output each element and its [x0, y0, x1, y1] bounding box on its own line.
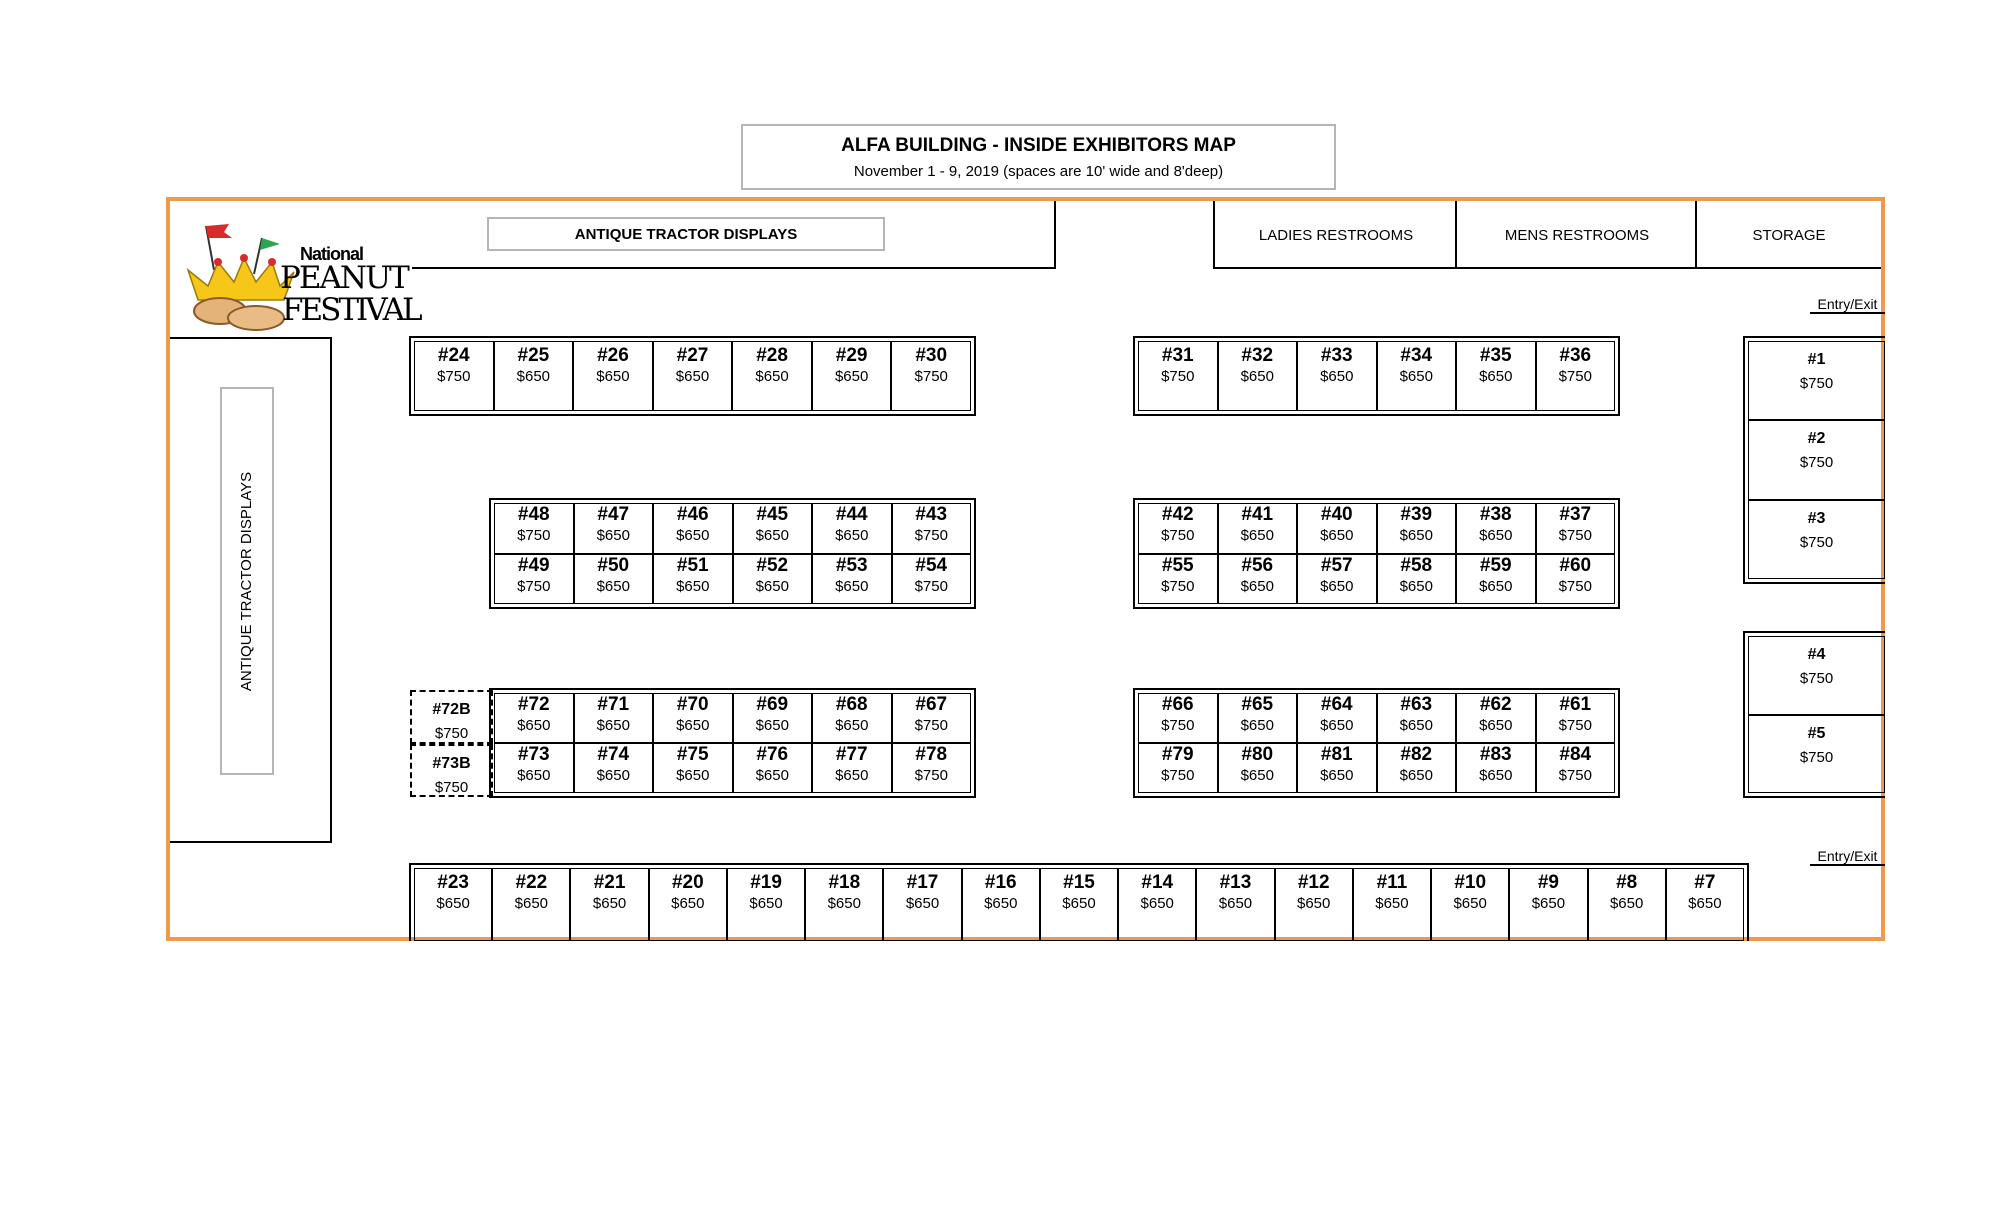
booth-39[interactable] [1377, 503, 1457, 554]
booth-45[interactable] [733, 503, 813, 554]
booth-15[interactable] [1040, 868, 1118, 941]
booth-group-67-78 [489, 688, 976, 798]
booth-price: $650 [835, 577, 869, 595]
booth-number: #35 [1479, 345, 1512, 366]
booth-72b[interactable] [410, 690, 493, 744]
booth-9[interactable] [1509, 868, 1587, 941]
booth-price: $650 [834, 368, 869, 385]
booth-number: #71 [597, 694, 630, 715]
booth-price: $650 [1399, 527, 1433, 544]
booth-number: #41 [1241, 504, 1274, 525]
booth-price: $750 [1558, 577, 1592, 595]
booth-number: #40 [1320, 504, 1353, 525]
booth-78[interactable] [892, 743, 972, 793]
booth-number: #32 [1241, 345, 1274, 366]
booth-price: $750 [1799, 748, 1834, 766]
booth-17[interactable] [883, 868, 961, 941]
booth-number: #55 [1161, 554, 1194, 576]
booth-number: #57 [1320, 554, 1353, 576]
booth-number: #31 [1161, 345, 1194, 366]
booth-price: $650 [1479, 717, 1513, 734]
booth-number: #72 [517, 694, 550, 715]
booth-price: $750 [434, 778, 469, 796]
booth-number: #17 [906, 872, 939, 893]
booth-number: #66 [1161, 694, 1194, 715]
map-subtitle: November 1 - 9, 2019 (spaces are 10' wide and 8'deep) [853, 163, 1224, 180]
booth-price: $650 [1375, 895, 1409, 912]
booth-price: $650 [1479, 527, 1513, 544]
booth-number: #25 [517, 345, 550, 366]
booth-price: $650 [1140, 895, 1174, 912]
booth-price: $650 [676, 527, 710, 544]
antique-tractor-top-label: ANTIQUE TRACTOR DISPLAYS [574, 225, 798, 243]
booth-price: $750 [517, 527, 551, 544]
booth-price: $650 [835, 527, 869, 544]
booth-number: #9 [1537, 872, 1559, 893]
booth-47[interactable] [574, 503, 654, 554]
booth-2[interactable] [1748, 420, 1885, 499]
booth-76[interactable] [733, 743, 813, 793]
booth-number: #62 [1479, 694, 1512, 715]
booth-number: #28 [756, 345, 788, 366]
top-wall-divider [1054, 201, 1056, 269]
entry-exit-bottom-label: Entry/Exit [1817, 848, 1878, 864]
booth-price: $750 [437, 368, 471, 385]
booth-number: #24 [437, 345, 470, 366]
booth-group-7-23 [409, 863, 1749, 941]
booth-number: #22 [515, 872, 548, 893]
booth-number: #56 [1241, 554, 1274, 576]
booth-price: $650 [1240, 527, 1274, 544]
booth-number: #18 [828, 872, 861, 893]
booth-price: $650 [827, 895, 861, 912]
booth-number: #46 [676, 504, 709, 525]
booth-price: $650 [592, 895, 627, 912]
booth-number: #60 [1559, 554, 1592, 576]
booth-price: $650 [755, 767, 789, 784]
booth-price: $750 [1161, 577, 1195, 595]
booth-number: #10 [1454, 872, 1487, 893]
booth-number: #49 [517, 554, 550, 576]
booth-number: #75 [676, 744, 709, 765]
booth-price: $650 [1688, 895, 1722, 912]
booth-price: $750 [1558, 767, 1592, 784]
booth-number: #48 [517, 504, 550, 525]
booth-number: #52 [756, 554, 789, 576]
booth-46[interactable] [653, 503, 733, 554]
ladies-restrooms [1213, 201, 1457, 269]
booth-price: $650 [755, 527, 789, 544]
antique-tractor-left-label: ANTIQUE TRACTOR DISPLAYS [238, 471, 256, 691]
booth-10[interactable] [1431, 868, 1509, 941]
booth-price: $650 [1320, 577, 1354, 595]
booth-67[interactable] [892, 693, 972, 743]
booth-price: $650 [1297, 895, 1331, 912]
booth-number: #53 [835, 554, 868, 576]
booth-56[interactable] [1218, 554, 1298, 605]
booth-price: $650 [1320, 527, 1354, 544]
booth-price: $650 [675, 368, 710, 385]
booth-74[interactable] [574, 743, 654, 793]
booth-group-24-30 [409, 336, 976, 416]
booth-12[interactable] [1275, 868, 1353, 941]
booth-price: $650 [1399, 717, 1433, 734]
booth-number: #13 [1219, 872, 1252, 893]
booth-price: $750 [1799, 670, 1834, 687]
booth-number: #45 [756, 504, 789, 525]
booth-price: $650 [436, 895, 470, 912]
booth-price: $650 [755, 717, 789, 734]
booth-price: $650 [1320, 717, 1354, 734]
mens-restrooms [1455, 201, 1697, 269]
booth-price: $650 [676, 717, 710, 734]
booth-27[interactable] [653, 341, 733, 411]
booth-number: #78 [915, 744, 948, 765]
booth-price: $650 [1479, 368, 1513, 385]
booth-number: #3 [1807, 509, 1826, 527]
booth-38[interactable] [1456, 503, 1536, 554]
booth-26[interactable] [573, 341, 653, 411]
booth-price: $650 [596, 767, 630, 784]
booth-number: #51 [676, 554, 709, 576]
booth-price: $650 [1399, 368, 1433, 385]
booth-number: #80 [1241, 744, 1274, 765]
booth-number: #77 [835, 744, 868, 765]
booth-price: $650 [984, 895, 1018, 912]
booth-number: #39 [1400, 504, 1433, 525]
booth-84[interactable] [1536, 743, 1616, 793]
booth-65[interactable] [1218, 693, 1298, 743]
booth-number: #44 [835, 504, 868, 525]
booth-30[interactable] [891, 341, 971, 411]
booth-52[interactable] [733, 554, 813, 605]
booth-20[interactable] [649, 868, 727, 941]
booth-23[interactable] [414, 868, 492, 941]
booth-number: #5 [1807, 724, 1826, 742]
entry-exit-bottom[interactable] [1810, 842, 1885, 866]
booth-group-72b-73b [410, 690, 493, 797]
booth-price: $650 [1240, 368, 1274, 385]
booth-number: #16 [984, 872, 1017, 893]
booth-number: #54 [915, 554, 948, 576]
booth-price: $650 [1399, 577, 1433, 595]
booth-59[interactable] [1456, 554, 1536, 605]
booth-number: #2 [1807, 430, 1826, 448]
booth-price: $750 [1558, 717, 1592, 734]
booth-number: #15 [1063, 872, 1095, 893]
booth-82[interactable] [1377, 743, 1457, 793]
booth-71[interactable] [574, 693, 654, 743]
booth-77[interactable] [812, 743, 892, 793]
booth-number: #84 [1559, 744, 1592, 765]
booth-11[interactable] [1353, 868, 1431, 941]
booth-number: #34 [1400, 345, 1433, 366]
booth-7[interactable] [1666, 868, 1744, 941]
booth-price: $650 [1240, 717, 1274, 734]
booth-5[interactable] [1748, 715, 1885, 794]
booth-28[interactable] [732, 341, 812, 411]
booth-number: #27 [676, 345, 709, 366]
booth-number: #63 [1400, 694, 1433, 715]
booth-50[interactable] [574, 554, 654, 605]
booth-4[interactable] [1748, 636, 1885, 715]
antique-tractor-displays-left [220, 387, 274, 775]
booth-number: #64 [1320, 694, 1353, 715]
booth-number: #79 [1161, 744, 1194, 765]
booth-60[interactable] [1536, 554, 1616, 605]
top-wall-left [412, 267, 1056, 269]
booth-37[interactable] [1536, 503, 1616, 554]
entry-exit-top[interactable] [1810, 292, 1885, 314]
booth-48[interactable] [494, 503, 574, 554]
booth-75[interactable] [653, 743, 733, 793]
booth-64[interactable] [1297, 693, 1377, 743]
booth-number: #61 [1559, 694, 1592, 715]
booth-price: $750 [434, 725, 469, 742]
booth-price: $650 [676, 577, 710, 595]
booth-price: $650 [1320, 368, 1354, 385]
booth-70[interactable] [653, 693, 733, 743]
building-outline [166, 197, 1885, 941]
booth-price: $650 [517, 767, 551, 784]
booth-price: $750 [914, 577, 948, 595]
booth-32[interactable] [1218, 341, 1298, 411]
booth-number: #7 [1694, 872, 1716, 893]
booth-price: $650 [517, 717, 551, 734]
booth-73[interactable] [494, 743, 574, 793]
booth-price: $750 [1799, 533, 1834, 551]
booth-price: $750 [1161, 767, 1195, 784]
booth-price: $650 [1453, 895, 1487, 912]
booth-73b[interactable] [410, 744, 493, 798]
booth-price: $750 [1799, 375, 1834, 392]
booth-price: $650 [1240, 767, 1274, 784]
antique-tractor-displays-top [487, 217, 885, 251]
booth-number: #23 [437, 872, 469, 893]
booth-price: $750 [517, 577, 551, 595]
booth-36[interactable] [1536, 341, 1616, 411]
booth-price: $650 [596, 527, 630, 544]
booth-55[interactable] [1138, 554, 1218, 605]
booth-group-4-5 [1743, 631, 1885, 798]
booth-61[interactable] [1536, 693, 1616, 743]
booth-35[interactable] [1456, 341, 1536, 411]
booth-number: #73B [432, 754, 471, 772]
booth-price: $750 [1799, 454, 1834, 472]
booth-number: #81 [1320, 744, 1353, 765]
booth-number: #69 [756, 694, 789, 715]
booth-number: #33 [1320, 345, 1353, 366]
booth-price: $750 [1161, 717, 1195, 734]
booth-25[interactable] [494, 341, 574, 411]
booth-price: $650 [755, 368, 789, 385]
logo-text-peanut: PEANUT [280, 260, 408, 296]
booth-group-31-36 [1133, 336, 1620, 416]
booth-price: $750 [1558, 527, 1592, 544]
booth-number: #30 [915, 345, 948, 366]
booth-number: #20 [671, 872, 704, 893]
booth-price: $650 [835, 717, 869, 734]
booth-72[interactable] [494, 693, 574, 743]
booth-43[interactable] [892, 503, 972, 554]
booth-number: #83 [1479, 744, 1512, 765]
booth-price: $750 [1161, 368, 1195, 385]
booth-number: #37 [1559, 504, 1592, 525]
booth-price: $650 [1609, 895, 1644, 912]
booth-price: $650 [1531, 895, 1566, 912]
booth-number: #36 [1559, 345, 1592, 366]
storage-label: STORAGE [1752, 226, 1826, 244]
booth-58[interactable] [1377, 554, 1457, 605]
booth-price: $750 [914, 368, 948, 385]
booth-1[interactable] [1748, 341, 1885, 420]
booth-8[interactable] [1588, 868, 1666, 941]
booth-62[interactable] [1456, 693, 1536, 743]
booth-number: #4 [1807, 646, 1826, 663]
booth-31[interactable] [1138, 341, 1218, 411]
booth-number: #43 [915, 504, 948, 525]
booth-40[interactable] [1297, 503, 1377, 554]
booth-24[interactable] [414, 341, 494, 411]
booth-price: $650 [755, 577, 789, 595]
booth-group-37-60 [1133, 498, 1620, 609]
booth-51[interactable] [653, 554, 733, 605]
booth-number: #11 [1376, 872, 1408, 893]
logo-text-national: National [300, 244, 364, 264]
map-title: ALFA BUILDING - INSIDE EXHIBITORS MAP [841, 135, 1236, 156]
booth-41[interactable] [1218, 503, 1298, 554]
booth-29[interactable] [812, 341, 892, 411]
booth-price: $650 [749, 895, 783, 912]
booth-price: $750 [914, 527, 948, 544]
booth-14[interactable] [1118, 868, 1196, 941]
booth-69[interactable] [733, 693, 813, 743]
booth-number: #1 [1807, 351, 1826, 368]
logo-text-festival: FESTIVAL [282, 292, 420, 328]
booth-number: #29 [835, 345, 868, 366]
booth-price: $650 [1320, 767, 1354, 784]
booth-number: #19 [750, 872, 782, 893]
booth-number: #26 [597, 345, 629, 366]
booth-price: $650 [596, 577, 630, 595]
booth-79[interactable] [1138, 743, 1218, 793]
booth-number: #8 [1616, 872, 1638, 893]
booth-price: $750 [1161, 527, 1195, 544]
ladies-restrooms-label: LADIES RESTROOMS [1258, 226, 1414, 244]
booth-18[interactable] [805, 868, 883, 941]
entry-exit-top-label: Entry/Exit [1817, 296, 1878, 312]
booth-19[interactable] [727, 868, 805, 941]
storage-room [1695, 201, 1881, 269]
booth-number: #21 [593, 872, 626, 893]
booth-price: $650 [905, 895, 940, 912]
booth-83[interactable] [1456, 743, 1536, 793]
booth-63[interactable] [1377, 693, 1457, 743]
booth-number: #47 [597, 504, 630, 525]
booth-group-1-3 [1743, 336, 1885, 584]
booth-price: $650 [1399, 767, 1433, 784]
booth-group-43-54 [489, 498, 976, 609]
booth-number: #58 [1400, 554, 1433, 576]
booth-22[interactable] [492, 868, 570, 941]
booth-price: $750 [914, 767, 948, 784]
booth-54[interactable] [892, 554, 972, 605]
booth-number: #74 [597, 744, 630, 765]
booth-price: $650 [596, 368, 630, 385]
booth-number: #76 [756, 744, 789, 765]
booth-3[interactable] [1748, 500, 1885, 579]
booth-price: $650 [516, 368, 551, 385]
booth-number: #38 [1479, 504, 1512, 525]
booth-34[interactable] [1377, 341, 1457, 411]
booth-number: #14 [1141, 872, 1174, 893]
booth-price: $650 [596, 717, 630, 734]
booth-number: #65 [1241, 694, 1274, 715]
peanut-festival-logo [184, 218, 420, 334]
booth-number: #59 [1479, 554, 1512, 576]
booth-number: #67 [915, 694, 948, 715]
booth-number: #73 [517, 744, 550, 765]
booth-price: $650 [1218, 895, 1253, 912]
booth-price: $650 [1240, 577, 1274, 595]
booth-number: #70 [676, 694, 709, 715]
booth-number: #12 [1297, 872, 1330, 893]
booth-81[interactable] [1297, 743, 1377, 793]
booth-price: $650 [1062, 895, 1096, 912]
booth-price: $750 [1558, 368, 1592, 385]
booth-price: $650 [1479, 767, 1513, 784]
booth-group-61-84 [1133, 688, 1620, 798]
booth-price: $650 [514, 895, 549, 912]
booth-16[interactable] [962, 868, 1040, 941]
booth-number: #42 [1161, 504, 1194, 525]
booth-number: #68 [835, 694, 868, 715]
booth-price: $650 [671, 895, 705, 912]
booth-42[interactable] [1138, 503, 1218, 554]
booth-66[interactable] [1138, 693, 1218, 743]
booth-price: $650 [835, 767, 869, 784]
mens-restrooms-label: MENS RESTROOMS [1504, 226, 1650, 244]
booth-44[interactable] [812, 503, 892, 554]
booth-80[interactable] [1218, 743, 1298, 793]
booth-price: $650 [1479, 577, 1513, 595]
booth-57[interactable] [1297, 554, 1377, 605]
booth-13[interactable] [1196, 868, 1274, 941]
booth-33[interactable] [1297, 341, 1377, 411]
booth-price: $750 [914, 717, 948, 734]
booth-number: #82 [1400, 744, 1433, 765]
booth-49[interactable] [494, 554, 574, 605]
booth-68[interactable] [812, 693, 892, 743]
booth-number: #72B [432, 701, 471, 718]
map-title-box [741, 124, 1336, 190]
booth-53[interactable] [812, 554, 892, 605]
booth-21[interactable] [570, 868, 648, 941]
booth-number: #50 [597, 554, 630, 576]
booth-price: $650 [676, 767, 710, 784]
